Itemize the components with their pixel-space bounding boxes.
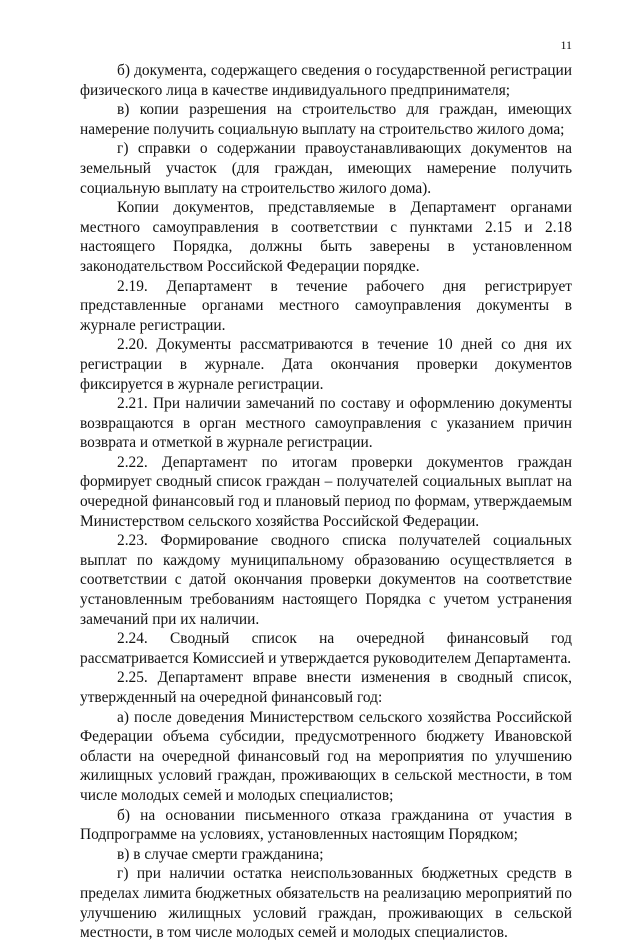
paragraph: г) справки о содержании правоустанавливающих документов на земельный участок (для граждан, имеющих намерение получить социальную выплату на строительство жилого дома). [80,140,572,197]
page-number: 11 [560,38,572,52]
paragraph: 2.22. Департамент по итогам проверки документов граждан формирует сводный список граждан – получателей социальных выплат на очередной финансовый год и плановый период по формам, утверждаемым Министерством сельского хозяйства Российской Федерации. [80,453,572,530]
paragraph: 2.20. Документы рассматриваются в течение 10 дней со дня их регистрации в журнале. Дата окончания проверки документов фиксируется в журнале регистрации. [80,336,572,393]
paragraph: 2.24. Сводный список на очередной финансовый год рассматривается Комиссией и утверждается руководителем Департамента. [80,630,572,667]
document-body [80,61,572,943]
paragraph: 2.25. Департамент вправе внести изменения в сводный список, утвержденный на очередной финансовый год: [80,669,572,706]
paragraph: г) при наличии остатка неиспользованных бюджетных средств в пределах лимита бюджетных обязательств на реализацию мероприятий по улучшению жилищных условий граждан, проживающих в сельской местности, в том числе молодых семей и молодых специалистов. [80,865,572,942]
paragraph: 2.21. При наличии замечаний по составу и оформлению документы возвращаются в орган местного самоуправления с указанием причин возврата и отметкой в журнале регистрации. [80,395,572,452]
paragraph: 2.23. Формирование сводного списка получателей социальных выплат по каждому муниципальному образованию осуществляется в соответствии с датой окончания проверки документов на соответствие установленным требованиям настоящего Порядка с учетом устранения замечаний при их наличии. [80,532,572,628]
paragraph: Копии документов, представляемые в Департамент органами местного самоуправления в соответствии с пунктами 2.15 и 2.18 настоящего Порядка, должны быть заверены в установленном законодательством Российской Федерации порядке. [80,199,572,275]
paragraph: б) на основании письменного отказа гражданина от участия в Подпрограмме на условиях, установленных настоящим Порядком; [80,806,572,844]
paragraph: а) после доведения Министерством сельского хозяйства Российской Федерации объема субсидии, предусмотренного бюджету Ивановской области на очередной финансовый год на мероприятия по улучшению жилищных условий граждан, проживающих в сельской местности, в том числе молодых семей и молодых специалистов; [80,708,572,804]
paragraph: в) копии разрешения на строительство для граждан, имеющих намерение получить социальную выплату на строительство жилого дома; [80,101,572,138]
paragraph: 2.19. Департамент в течение рабочего дня регистрирует представленные органами местного самоуправления документы в журнале регистрации. [80,277,572,334]
paragraph: в) в случае смерти гражданина; [117,845,324,863]
paragraph: б) документа, содержащего сведения о государственной регистрации физического лица в качестве индивидуального предпринимателя; [80,62,572,99]
